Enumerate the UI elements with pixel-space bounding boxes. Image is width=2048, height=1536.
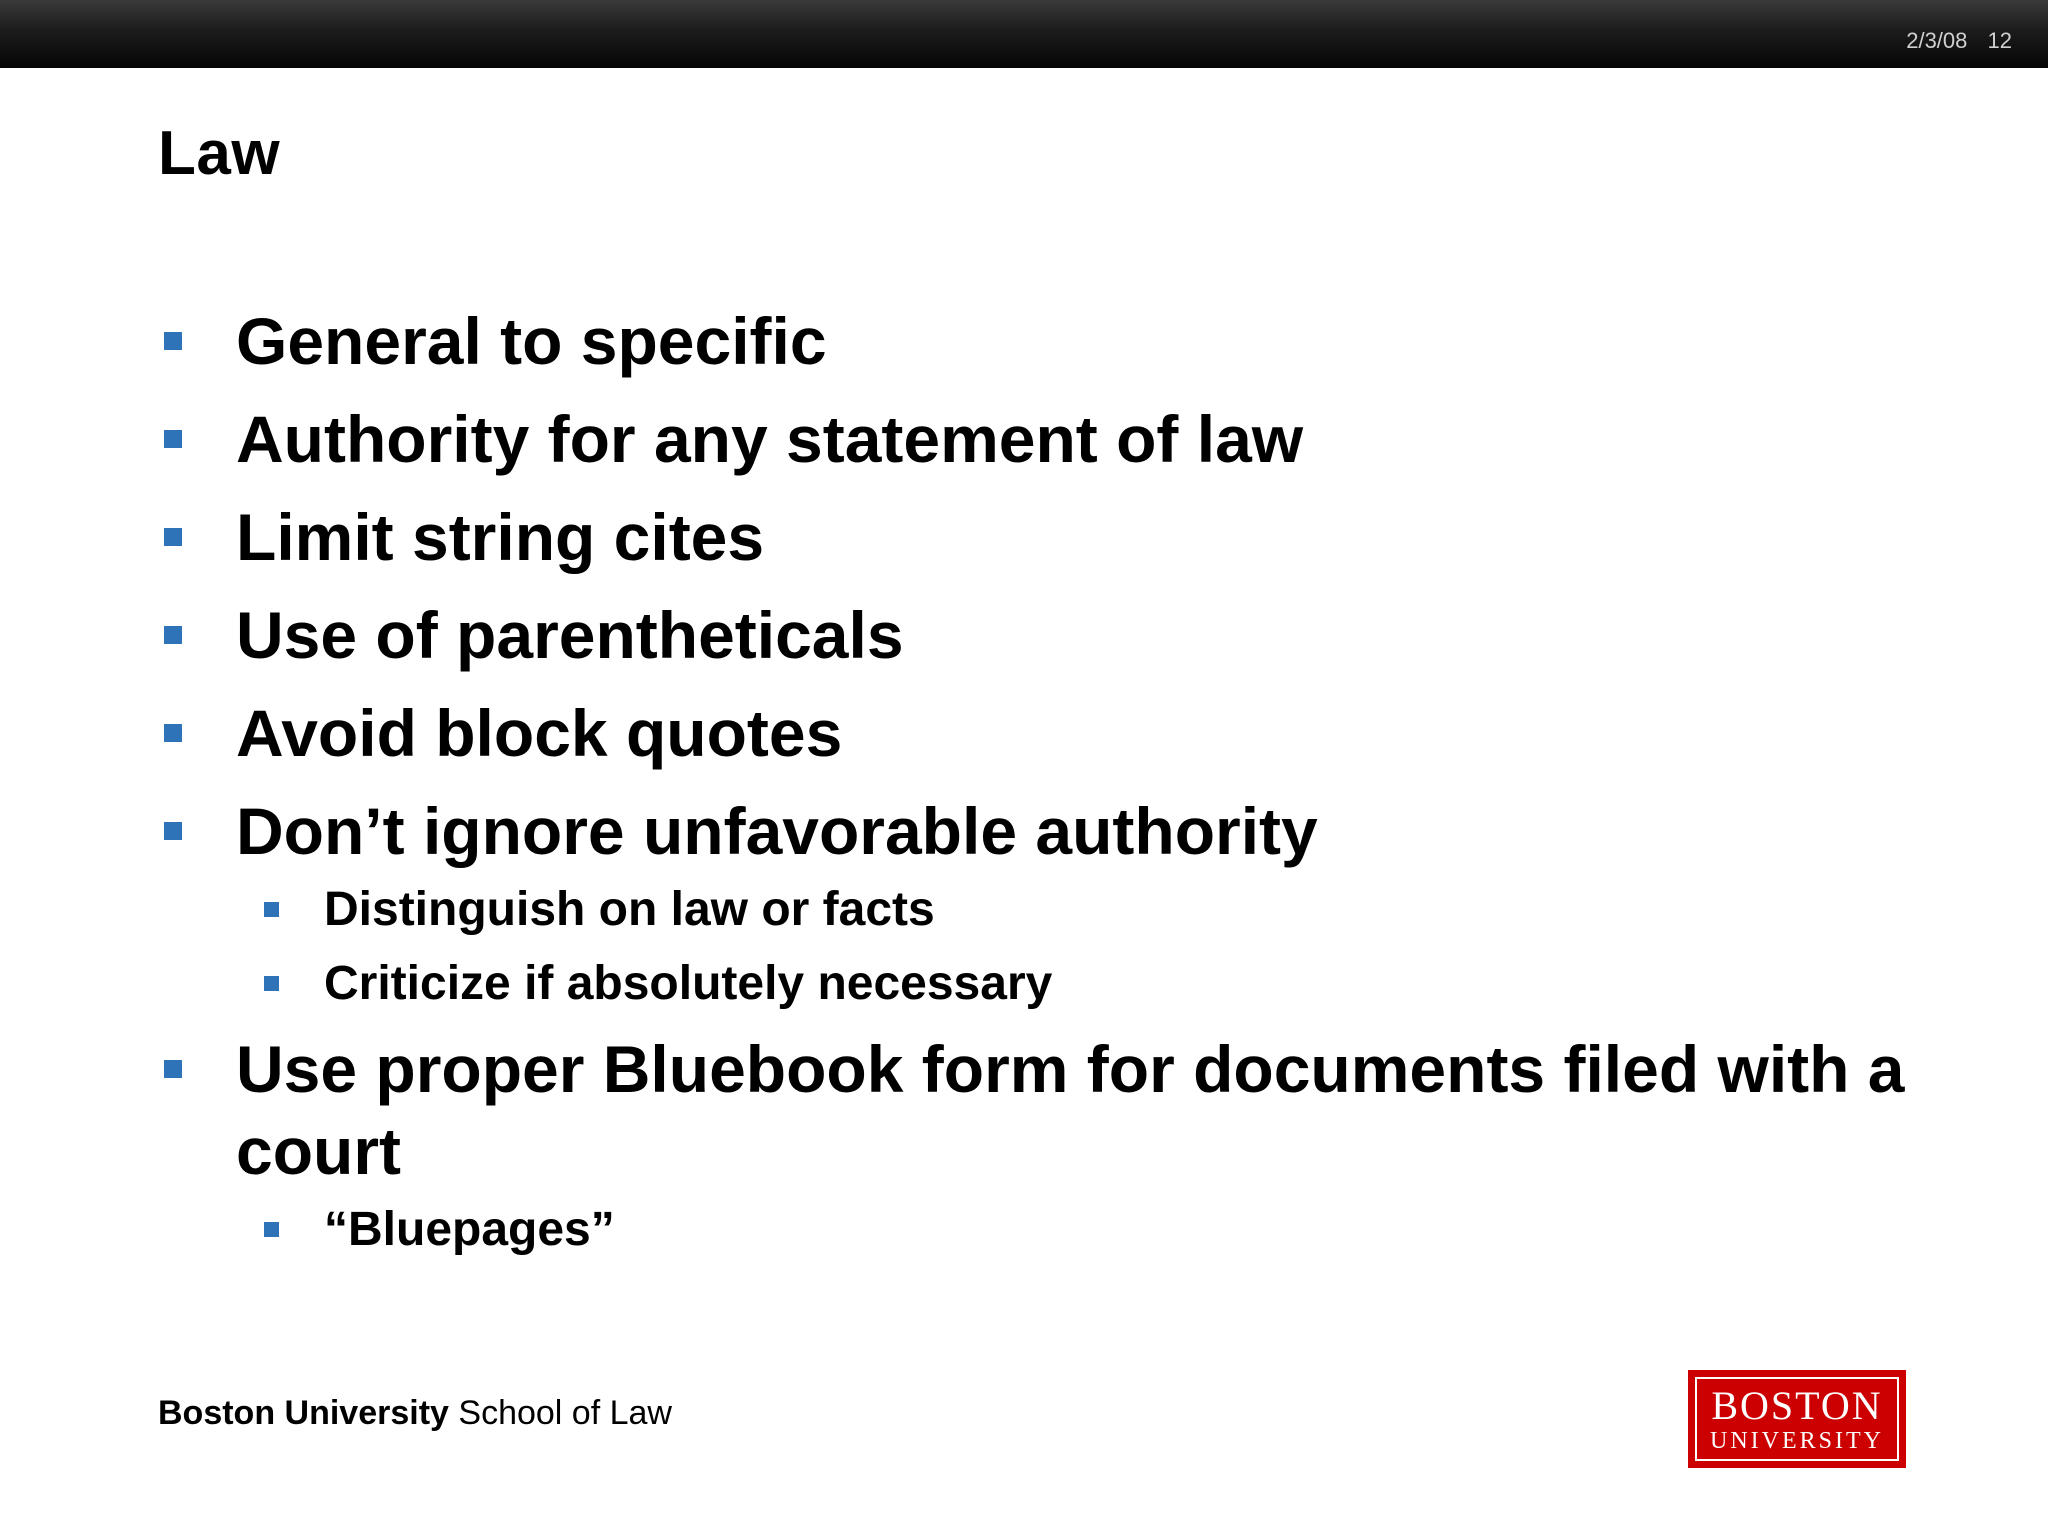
sub-bullet-list [158, 1200, 1938, 1260]
square-bullet-icon [264, 1222, 279, 1237]
square-bullet-icon [164, 528, 182, 546]
footer-org-rest: School of Law [448, 1394, 672, 1432]
square-bullet-icon [164, 724, 182, 742]
slide-meta [1906, 28, 2012, 54]
bullet-item [158, 692, 1938, 774]
square-bullet-icon [164, 822, 182, 840]
bullet-item [158, 398, 1938, 480]
sub-bullet-group [158, 880, 1938, 1014]
bullet-text: Avoid block quotes [236, 696, 843, 770]
bullet-item [158, 300, 1938, 382]
square-bullet-icon [264, 976, 279, 991]
sub-bullet-text: Distinguish on law or facts [324, 883, 935, 936]
bullet-item [158, 496, 1938, 578]
sub-bullet-item [158, 954, 1938, 1014]
square-bullet-icon [164, 430, 182, 448]
footer-org-bold: Boston University [158, 1394, 449, 1432]
bullet-text: Don’t ignore unfavorable authority [236, 794, 1318, 868]
bullet-list [158, 300, 1938, 1274]
slide-title: Law [158, 119, 281, 188]
sub-bullet-text: Criticize if absolutely necessary [324, 957, 1053, 1010]
bullet-item [158, 594, 1938, 676]
boston-university-logo [1688, 1370, 1906, 1468]
sub-bullet-item [158, 880, 1938, 940]
square-bullet-icon [264, 902, 279, 917]
top-bar [0, 0, 2048, 68]
square-bullet-icon [164, 332, 182, 350]
sub-bullet-text: “Bluepages” [324, 1203, 615, 1256]
bullet-item [158, 790, 1938, 872]
bullet-text: Authority for any statement of law [236, 402, 1304, 476]
slide-number: 12 [1987, 28, 2012, 53]
logo-line1: BOSTON [1711, 1383, 1883, 1428]
sub-bullet-group [158, 1200, 1938, 1260]
square-bullet-icon [164, 1060, 182, 1078]
logo-line2: UNIVERSITY [1710, 1428, 1884, 1454]
footer-org [158, 1394, 672, 1433]
bullet-text: Use of parentheticals [236, 598, 904, 672]
sub-bullet-item [158, 1200, 1938, 1260]
square-bullet-icon [164, 626, 182, 644]
bullet-text: Use proper Bluebook form for documents filed with a court [236, 1032, 1905, 1188]
bullet-item [158, 1028, 1938, 1192]
bullet-text: General to specific [236, 304, 827, 378]
sub-bullet-list [158, 880, 1938, 1014]
bullet-text: Limit string cites [236, 500, 765, 574]
slide-date: 2/3/08 [1906, 28, 1968, 53]
